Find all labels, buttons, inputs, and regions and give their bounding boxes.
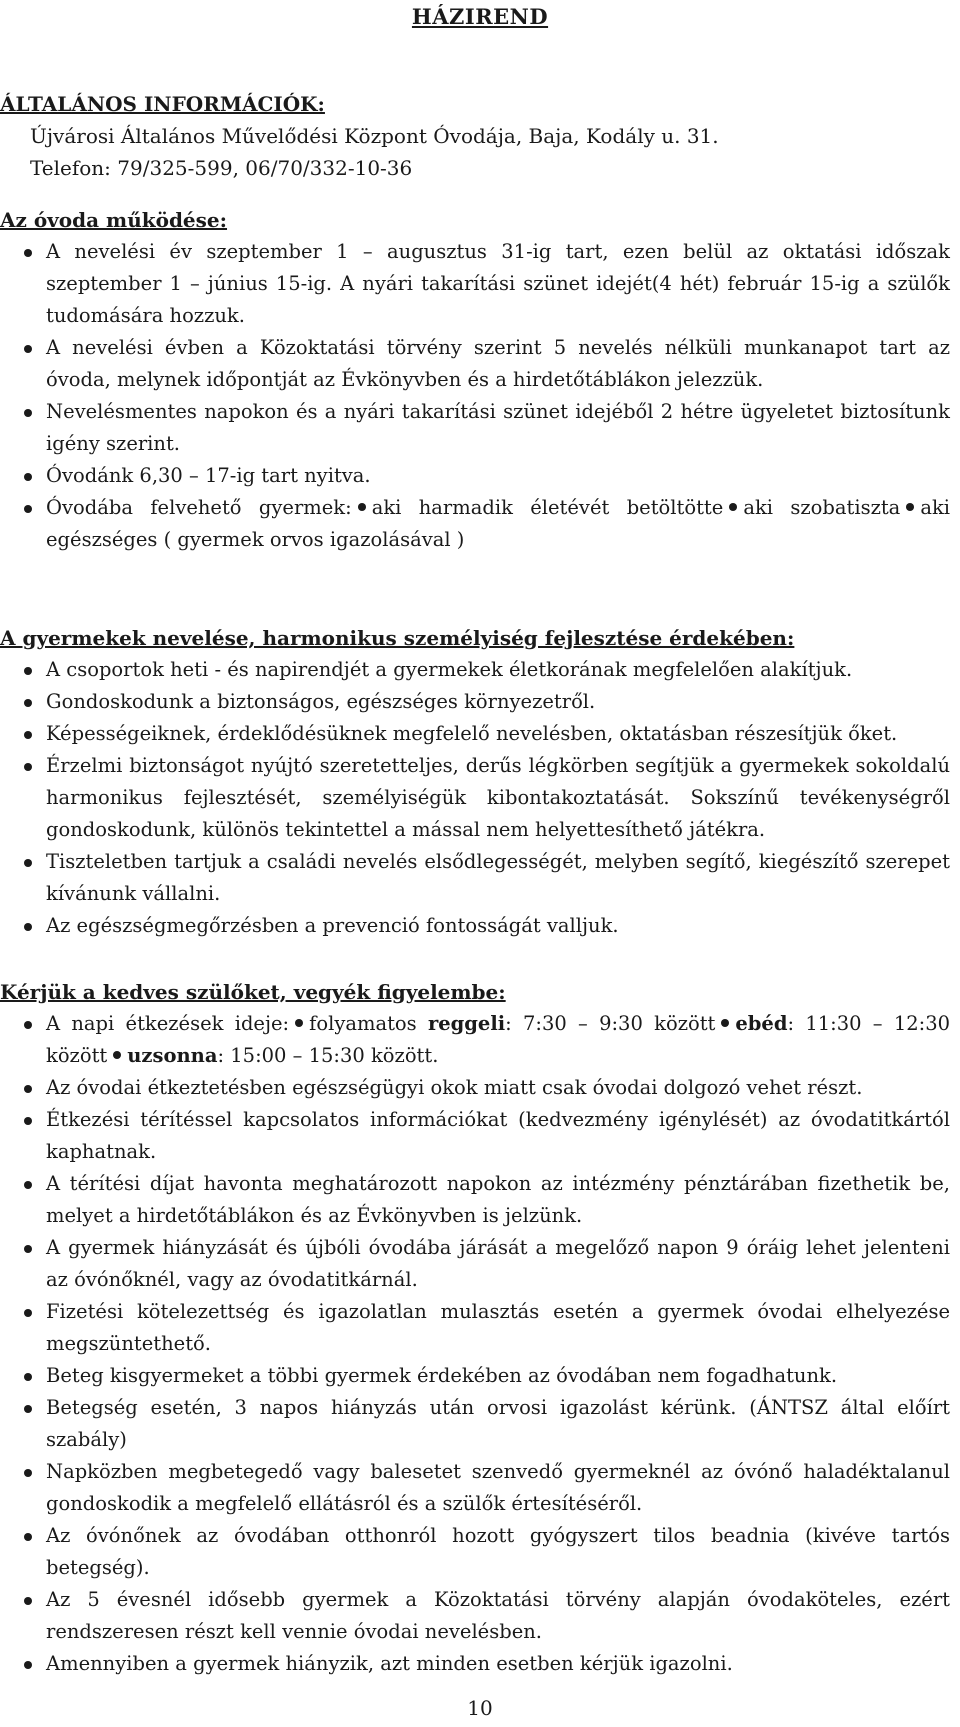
list-item: A gyermek hiányzását és újbóli óvodába járását a megelőző napon 9 óráig lehet jelenteni az óvónőknél, vagy az óvodatitkárnál. <box>0 1232 950 1296</box>
list-item: A nevelési évben a Közoktatási törvény szerint 5 nevelés nélküli munkanapot tart az óvoda, melynek időpontját az Évkönyvben és a hirdetőtáblákon jelezzük. <box>0 332 950 396</box>
operation-section <box>0 204 950 556</box>
list-item: A térítési díjat havonta meghatározott napokon az intézmény pénztárában fizethetik be, melyet a hirdetőtáblákon és az Évkönyvben is jelzünk. <box>0 1168 950 1232</box>
list-item-meals <box>0 1008 950 1072</box>
list-item: Az egészségmegőrzésben a prevenció fontosságát valljuk. <box>0 910 950 942</box>
list-item: Érzelmi biztonságot nyújtó szeretetteljes, derűs légkörben segítjük a gyermekek sokoldalú harmonikus fejlesztését, személyiségük kibontakoztatását. Sokszínű tevékenységről gondoskodunk, különös tekintettel a mással nem helyettesíthető játékra. <box>0 750 950 846</box>
admission-criterion: aki harmadik életévét betöltötte <box>371 496 724 519</box>
parents-heading: Kérjük a kedves szülőket, vegyék figyelembe: <box>0 980 506 1004</box>
admission-criterion: aki szobatiszta <box>743 496 901 519</box>
list-item: Fizetési kötelezettség és igazolatlan mulasztás esetén a gyermek óvodai elhelyezése megszüntethető. <box>0 1296 950 1360</box>
meal-label-lunch: ebéd <box>735 1012 788 1035</box>
list-item: Az 5 évesnél idősebb gyermek a Közoktatási törvény alapján óvodaköteles, ezért rendszeresen részt kell vennie óvodai nevelésben. <box>0 1584 950 1648</box>
list-item-admission <box>0 492 950 556</box>
list-item: Amennyiben a gyermek hiányzik, azt minden esetben kérjük igazolni. <box>0 1648 950 1680</box>
list-item: Beteg kisgyermeket a többi gyermek érdekében az óvodában nem fogadhatunk. <box>0 1360 950 1392</box>
bullet-icon <box>721 1019 729 1027</box>
list-item: Gondoskodunk a biztonságos, egészséges környezetről. <box>0 686 950 718</box>
parents-section <box>0 976 950 1680</box>
list-item: Tiszteletben tartjuk a családi nevelés elsődlegességét, melyben segítő, kiegészítő szerepet kívánunk vállalni. <box>0 846 950 910</box>
general-heading: ÁLTALÁNOS INFORMÁCIÓK: <box>0 92 325 116</box>
meal-prefix: folyamatos <box>309 1012 417 1035</box>
education-list <box>0 654 950 942</box>
list-item: Nevelésmentes napokon és a nyári takarítási szünet idejéből 2 hétre ügyeletet biztosítunk igény szerint. <box>0 396 950 460</box>
education-section <box>0 622 950 942</box>
bullet-icon <box>295 1019 303 1027</box>
list-item: Óvodánk 6,30 – 17-ig tart nyitva. <box>0 460 950 492</box>
page-number: 10 <box>467 1696 493 1720</box>
operation-list <box>0 236 950 556</box>
phone-line: Telefon: 79/325-599, 06/70/332-10-36 <box>30 156 413 180</box>
parents-list <box>0 1008 950 1680</box>
meal-label-snack: uzsonna <box>127 1044 218 1067</box>
operation-heading: Az óvoda működése: <box>0 208 228 232</box>
list-item: Napközben megbetegedő vagy balesetet szenvedő gyermeknél az óvónő haladéktalanul gondoskodik a megfelelő ellátásról és a szülők értesítéséről. <box>0 1456 950 1520</box>
bullet-icon <box>358 503 366 511</box>
list-item: Étkezési térítéssel kapcsolatos információkat (kedvezmény igénylését) az óvodatitkártól kaphatnak. <box>0 1104 950 1168</box>
admission-lead: Óvodába felvehető gyermek: <box>46 496 352 519</box>
address-line: Újvárosi Általános Művelődési Központ Óvodája, Baja, Kodály u. 31. <box>30 124 719 148</box>
list-item: Betegség esetén, 3 napos hiányzás után orvosi igazolást kérünk. (ÁNTSZ által előírt szabály) <box>0 1392 950 1456</box>
bullet-icon <box>906 503 914 511</box>
list-item: Képességeiknek, érdeklődésüknek megfelelő nevelésben, oktatásban részesítjük őket. <box>0 718 950 750</box>
meal-time-lunch: : 11:30 – 12:30 között <box>46 1012 951 1067</box>
list-item: Az óvónőnek az óvodában otthonról hozott gyógyszert tilos beadnia (kivéve tartós betegség). <box>0 1520 950 1584</box>
list-item: Az óvodai étkeztetésben egészségügyi okok miatt csak óvodai dolgozó vehet részt. <box>0 1072 950 1104</box>
general-section <box>0 88 950 184</box>
admission-criterion: aki egészséges ( gyermek orvos igazolásával ) <box>46 496 950 551</box>
bullet-icon <box>729 503 737 511</box>
meals-lead: A napi étkezések ideje: <box>46 1012 290 1035</box>
list-item: A csoportok heti - és napirendjét a gyermekek életkorának megfelelően alakítjuk. <box>0 654 950 686</box>
education-heading: A gyermekek nevelése, harmonikus személyiség fejlesztése érdekében: <box>0 626 795 650</box>
list-item: A nevelési év szeptember 1 – augusztus 31-ig tart, ezen belül az oktatási időszak szeptember 1 – június 15-ig. A nyári takarítási szünet idejét(4 hét) február 15-ig a szülők tudomására hozzuk. <box>0 236 950 332</box>
bullet-icon <box>113 1051 121 1059</box>
meal-label-breakfast: reggeli <box>427 1012 506 1035</box>
meal-time-breakfast: : 7:30 – 9:30 között <box>505 1012 716 1035</box>
meal-time-snack: : 15:00 – 15:30 között. <box>217 1044 439 1067</box>
page-title: HÁZIREND <box>411 4 549 29</box>
